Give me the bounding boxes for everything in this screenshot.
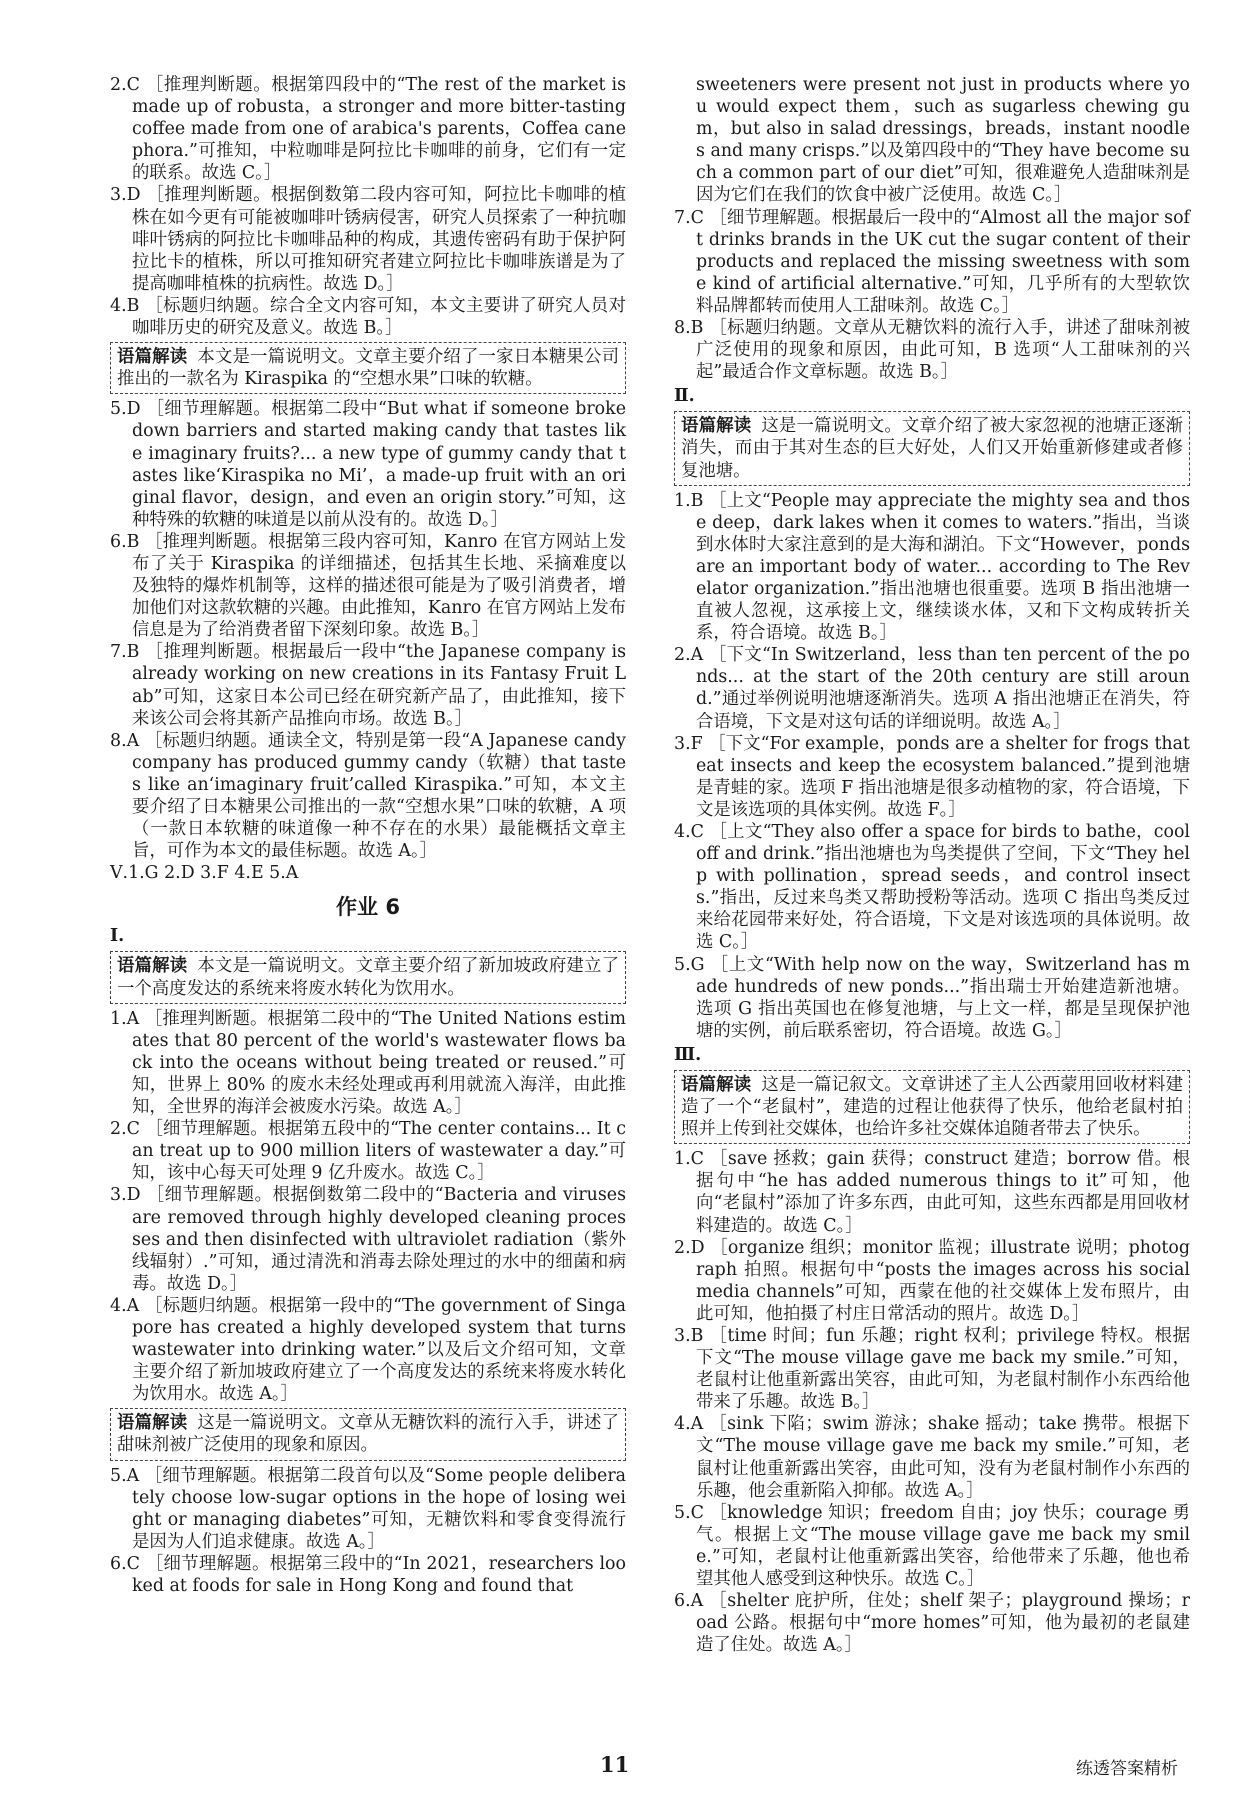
answer-continued: sweeteners were present not just in products where you would expect them，such as sugarless chewing gum，but also in salad dressings，breads，instant noodles and many crisps.”以及第四段中的“They have become such a common part of our diet”可知，很难避免人造甜味剂是因为它们在我们的饮食中被广泛使用。故选 C。］ xyxy=(696,75,1190,206)
section-numeral: Ⅲ. xyxy=(674,1044,702,1065)
homework-title: 作业 6 xyxy=(336,895,400,920)
answer-item: 1.C ［save 拯救；gain 获得；construct 建造；borrow 借。根据句中“he has added numerous things to it”可知，他向“老鼠村”添加了许多东西，由此可知，这些东西都是用回收材料建造的。故选 C。］ xyxy=(674,1149,1190,1236)
answer-item: 3.D ［细节理解题。根据倒数第二段中的“Bacteria and viruses are removed through highly developed cleaning processes and then disinfected with ultraviolet radiation（紫外线辐射）.”可知，通过清洗和消毒去除处理过的水中的细菌和病毒。故选 D。］ xyxy=(110,1185,626,1294)
right-column xyxy=(674,74,1190,1656)
passage-summary-text: 本文是一篇说明文。文章主要介绍了一家日本糖果公司推出的一款名为 Kiraspika 的“空想水果”口味的软糖。 xyxy=(117,347,619,390)
answer-item: 4.B ［标题归纳题。综合全文内容可知，本文主要讲了研究人员对咖啡历史的研究及意义。故选 B。］ xyxy=(110,295,626,339)
passage-summary-box xyxy=(110,342,626,394)
answer-item: 5.A ［细节理解题。根据第二段首句以及“Some people deliberately choose low-sugar options in the hope of losing weight or managing diabetes”可知，无糖饮料和零食变得流行是因为人们追求健康。故选 A。］ xyxy=(110,1465,626,1552)
passage-summary-text: 这是一篇记叙文。文章讲述了主人公西蒙用回收材料建造了一个“老鼠村”，建造的过程让他获得了快乐，他给老鼠村拍照并上传到社交媒体，也给许多社交媒体追随者带去了快乐。 xyxy=(681,1074,1183,1140)
section-answers: Ⅴ.1.G 2.D 3.F 4.E 5.A xyxy=(110,863,299,884)
answer-item: 3.B ［time 时间；fun 乐趣；right 权利；privilege 特权。根据下文“The mouse village gave me back my smile.”可知，老鼠村让他重新露出笑容，由此可知，为老鼠村制作小东西给他带来了乐趣。故选 B。］ xyxy=(674,1325,1190,1413)
answer-item: 4.A ［标题归纳题。根据第一段中的“The government of Singapore has created a highly developed system that turns wastewater into drinking water.”以及后文介绍可知，文章主要介绍了新加坡政府建立了一个高度发达的系统来将废水转化为饮用水。故选 A。］ xyxy=(110,1295,626,1405)
passage-summary-box xyxy=(674,1070,1190,1144)
answer-item: 7.B ［推理判断题。根据最后一段中“the Japanese company is already working on new creations in its Fantasy Fruit Lab”可知，这家日本公司已经在研究新产品了，由此推知，接下来该公司会将其新产品推向市场。故选 B。］ xyxy=(110,642,626,729)
passage-summary-text: 这是一篇说明文。文章介绍了被大家忽视的池塘正逐渐消失，而由于其对生态的巨大好处，人们又开始重新修建或者修复池塘。 xyxy=(681,416,1183,481)
answer-item: 8.B ［标题归纳题。文章从无糖饮料的流行入手，讲述了甜味剂被广泛使用的现象和原因，由此可知，B 选项“人工甜味剂的兴起”最适合作文章标题。故选 B。］ xyxy=(674,318,1190,383)
page-number: 11 xyxy=(600,1752,630,1777)
answer-item: 3.F ［下文“For example，ponds are a shelter for frogs that eat insects and keep the ecosystem balanced.”提到池塘是青蛙的家。选项 F 指出池塘是很多动植物的家，符合语境，下文是该选项的具体实例。故选 F。］ xyxy=(674,733,1190,820)
passage-summary-label: 语篇解读 xyxy=(117,1413,188,1434)
section-numeral: Ⅰ. xyxy=(110,926,125,947)
answer-item: 5.D ［细节理解题。根据第二段中“But what if someone broke down barriers and started making candy that tastes like imaginary fruits?... a new type of gummy candy that tastes like‘Kiraspika no Mi’，a made-up fruit with an original flavor，design，and even an origin story.”可知，这种特殊的软糖的味道是以前从没有的。故选 D。］ xyxy=(110,399,626,530)
passage-summary-text: 这是一篇说明文。文章从无糖饮料的流行入手，讲述了甜味剂被广泛使用的现象和原因。 xyxy=(117,1413,619,1456)
answer-item: 2.A ［下文“In Switzerland，less than ten percent of the ponds... at the start of the 20th century are still around.”通过举例说明池塘逐渐消失。选项 A 指出池塘正在消失，符合语境，下文是对这句话的详细说明。故选 A。］ xyxy=(674,645,1190,732)
passage-summary-label: 语篇解读 xyxy=(117,347,188,368)
answer-item: 4.C ［上文“They also offer a space for birds to bathe，cool off and drink.”指出池塘也为鸟类提供了空间，下文“They help with pollination，spread seeds，and control insects.”指出，反过来鸟类又帮助授粉等活动。选项 C 指出鸟类反过来给花园带来好处，符合语境，下文是对该选项的具体说明。故选 C。］ xyxy=(674,822,1190,953)
answer-item: 6.C ［细节理解题。根据第三段中的“In 2021，researchers looked at foods for sale in Hong Kong and found that xyxy=(110,1553,626,1596)
left-column xyxy=(110,74,626,1597)
answer-item: 6.A ［shelter 庇护所，住处；shelf 架子；playground 操场；road 公路。根据句中“more homes”可知，他为最初的老鼠建造了住处。故选 A。］ xyxy=(674,1591,1190,1656)
answer-item: 1.B ［上文“People may appreciate the mighty sea and those deep，dark lakes when it comes to waters.”指出，当谈到水体时大家注意到的是大海和湖泊。下文“However，ponds are an important body of water... according to The Revelator organization.”指出池塘也很重要。选项 B 指出池塘一直被人忽视，这承接上文，继续谈水体，又和下文构成转折关系，符合语境。故选 B。］ xyxy=(674,490,1190,644)
passage-summary-label: 语篇解读 xyxy=(681,1074,752,1095)
answer-item: 3.D ［推理判断题。根据倒数第二段内容可知，阿拉比卡咖啡的植株在如今更有可能被咖啡叶锈病侵害，研究人员探索了一种抗咖啡叶锈病的阿拉比卡咖啡品种的构成，其遗传密码有助于保护阿拉比卡的植株，所以可推知研究者建立阿拉比卡咖啡族谱是为了提高咖啡植株的抗病性。故选 D。］ xyxy=(110,185,626,294)
passage-summary-label: 语篇解读 xyxy=(117,956,188,977)
passage-summary-box xyxy=(110,951,626,1003)
answer-item: 2.D ［organize 组织；monitor 监视；illustrate 说明；photograph 拍照。根据句中“posts the images across his social media channels”可知，西蒙在他的社交媒体上发布照片，由此可知，他拍摄了村庄日常活动的照片。故选 D。］ xyxy=(674,1237,1190,1324)
answer-item: 4.A ［sink 下陷；swim 游泳；shake 摇动；take 携带。根据下文“The mouse village gave me back my smile.”可知，老鼠村让他重新露出笑容，由此可知，没有为老鼠村制作小东西的乐趣，他会重新陷入抑郁。故选 A。］ xyxy=(674,1414,1190,1501)
answer-item: 7.C ［细节理解题。根据最后一段中的“Almost all the major soft drinks brands in the UK cut the sugar content of their products and replaced the missing sweetness with some kind of artificial alternative.”可知，几乎所有的大型软饮料品牌都转而使用人工甜味剂。故选 C。］ xyxy=(674,207,1190,316)
answer-item: 2.C ［推理判断题。根据第四段中的“The rest of the market is made up of robusta，a stronger and more bitter-tasting coffee made from one of arabica's parents，Coffea canephora.”可推知，中粒咖啡是阿拉比卡咖啡的前身，它们有一定的联系。故选 C。］ xyxy=(110,75,626,184)
answer-item: 2.C ［细节理解题。根据第五段中的“The center contains... It can treat up to 900 million liters of wastewater a day.”可知，该中心每天可处理 9 亿升废水。故选 C。］ xyxy=(110,1119,626,1184)
answer-item: 1.A ［推理判断题。根据第二段中的“The United Nations estimates that 80 percent of the world's wastewater flows back into the oceans without being treated or reused.”可知，世界上 80% 的废水未经处理或再利用就流入海洋，由此推知，全世界的海洋会被废水污染。故选 A。］ xyxy=(110,1008,626,1118)
answer-item: 5.G ［上文“With help now on the way，Switzerland has made hundreds of new ponds...”指出瑞士开始建造新池塘。选项 G 指出英国也在修复池塘，与上文一样，都是呈现保护池塘的实例，前后联系密切，符合语境。故选 G。］ xyxy=(674,954,1190,1041)
book-title: 练透答案精析 xyxy=(1076,1759,1178,1779)
passage-summary-box xyxy=(110,1408,626,1460)
passage-summary-text: 本文是一篇说明文。文章主要介绍了新加坡政府建立了一个高度发达的系统来将废水转化为饮用水。 xyxy=(117,956,619,999)
passage-summary-box xyxy=(674,411,1190,485)
section-numeral: Ⅱ. xyxy=(674,386,695,407)
answer-item: 8.A ［标题归纳题。通读全文，特别是第一段“A Japanese candy company has produced gummy candy（软糖）that tastes like an‘imaginary fruit’called Kiraspika.”可知，本文主要介绍了日本糖果公司推出的一款“空想水果”口味的软糖，A 项（一款日本软糖的味道像一种不存在的水果）最能概括文章主旨，可作为本文的最佳标题。故选 A。］ xyxy=(110,730,626,862)
answer-item: 5.C ［knowledge 知识；freedom 自由；joy 快乐；courage 勇气。根据上文“The mouse village gave me back my smile.”可知，老鼠村让他重新露出笑容，给他带来了乐趣，他也希望其他人感受到这种快乐。故选 C。］ xyxy=(674,1502,1190,1589)
answer-item: 6.B ［推理判断题。根据第三段内容可知，Kanro 在官方网站上发布了关于 Kiraspika 的详细描述，包括其生长地、采摘难度以及独特的爆炸机制等，这样的描述很可能是为了吸引消费者，增加他们对这款软糖的兴趣。由此推知，Kanro 在官方网站上发布信息是为了给消费者留下深刻印象。故选 B。］ xyxy=(110,531,626,641)
passage-summary-label: 语篇解读 xyxy=(681,416,752,437)
